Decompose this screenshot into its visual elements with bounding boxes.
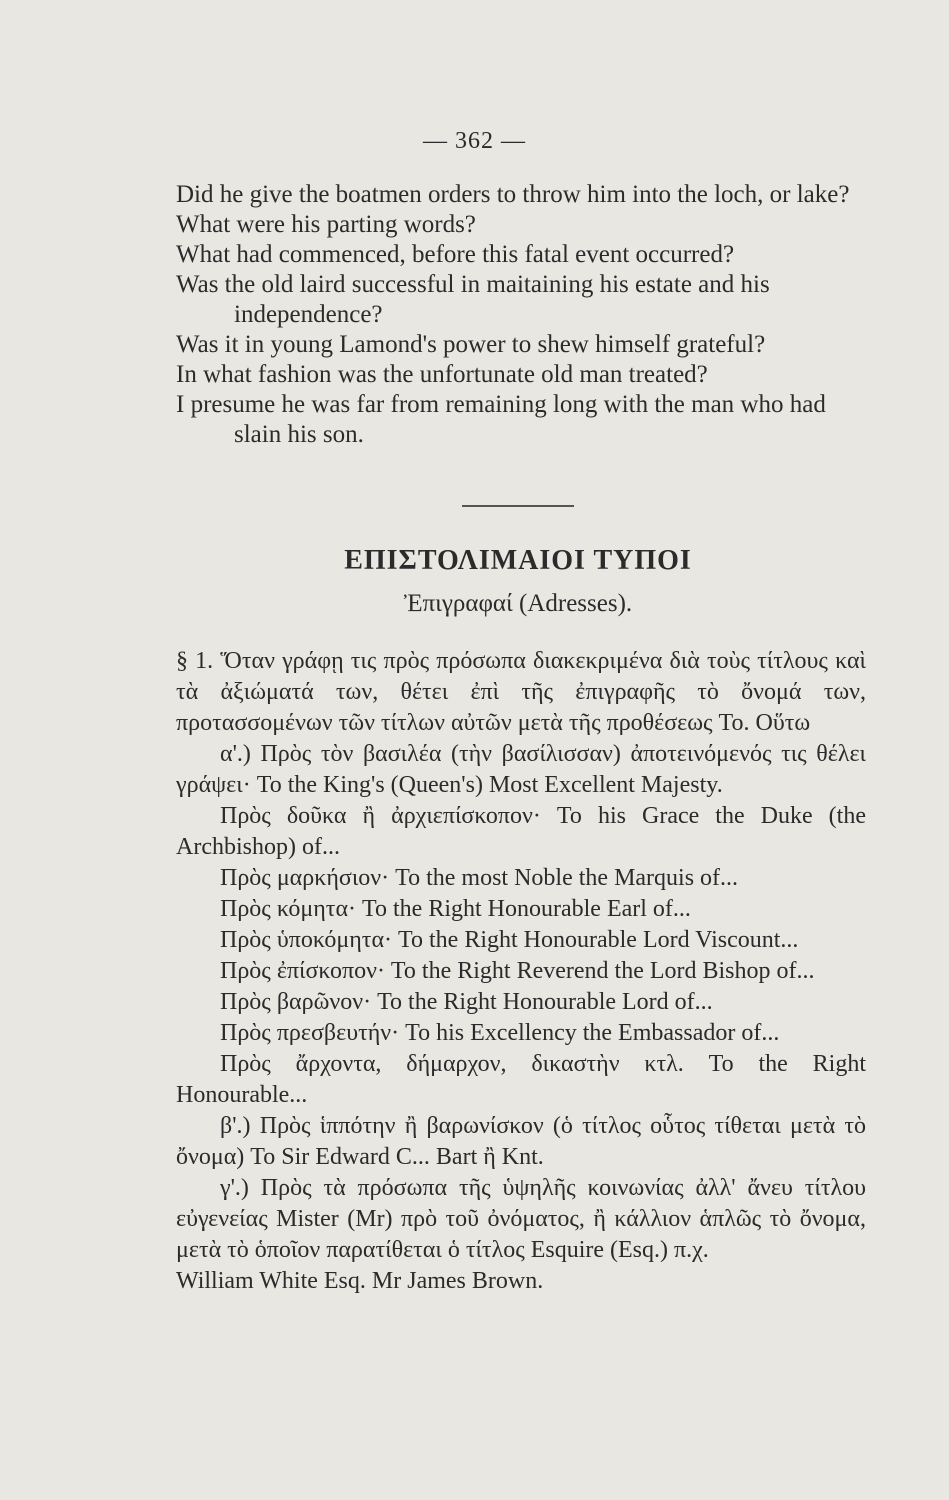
question-list [176,180,876,450]
question-item: What were his parting words? [176,211,476,238]
paragraph-bishop: Πρὸς ἐπίσκοπον· To the Right Reverend the Lord Bishop of... [220,958,815,984]
paragraph-baron: Πρὸς βαρῶνον· To the Right Honourable Lord of... [220,989,713,1015]
paragraph-ambassador: Πρὸς πρεσβευτήν· To his Excellency the Embassador of... [220,1020,780,1046]
address-forms-body [176,646,866,1297]
paragraph-duke: Πρὸς δοῦκα ἢ ἀρχιεπίσκοπον· To his Grace the Duke (the Archbishop) of... [176,803,866,860]
paragraph-mister: γ'.) Πρὸς τὰ πρόσωπα τῆς ὑψηλῆς κοινωνίας ἀλλ' ἄνευ τίτλου εὐγενείας Mister (Mr) πρὸ τοῦ ὀνόματος, ἢ κάλλιον ἁπλῶς τὸ ὄνομα, μετὰ τὸ ὁποῖον παρατίθεται ὁ τίτλος Esquire (Esq.) π.χ. [176,1175,866,1263]
paragraph-marquis: Πρὸς μαρκήσιον· To the most Noble the Marquis of... [220,865,739,891]
section-heading: ΕΠΙΣΤΟΛΙΜΑΙΟΙ ΤΥΠΟΙ [344,545,692,576]
section-subheading: Ἐπιγραφαί (Adresses). [403,590,633,617]
paragraph-magistrate: Πρὸς ἄρχοντα, δήμαρχον, δικαστὴν κτλ. To the Right Honourable... [176,1051,866,1108]
paragraph-earl: Πρὸς κόμητα· To the Right Honourable Earl of... [220,896,691,922]
paragraph-viscount: Πρὸς ὑποκόμητα· To the Right Honourable Lord Viscount... [220,927,799,953]
page-number: — 362 — [423,128,526,154]
question-item: Did he give the boatmen orders to throw him into the loch, or lake? [176,181,850,208]
question-item: I presume he was far from remaining long with the man who had slain his son. [176,391,826,448]
paragraph-king: α'.) Πρὸς τὸν βασιλέα (τὴν βασίλισσαν) ἀποτεινόμενός τις θέλει γράψει· To the King's (Queen's) Most Excellent Majesty. [176,741,866,798]
paragraph-knight: β'.) Πρὸς ἱππότην ἢ βαρωνίσκον (ὁ τίτλος οὗτος τίθεται μετὰ τὸ ὄνομα) To Sir Edward C... Bart ἢ Knt. [176,1113,866,1170]
paragraph-intro: § 1. Ὅταν γράφῃ τις πρὸς πρόσωπα διακεκριμένα διὰ τοὺς τίτλους καὶ τὰ ἀξιώματά των, θέτει ἐπὶ τῆς ἐπιγραφῆς τὸ ὄνομά των, προτασσομένων τῶν τίτλων αὐτῶν μετὰ τῆς προθέσεως To. Οὕτω [176,648,866,736]
question-item: In what fashion was the unfortunate old man treated? [176,361,708,388]
question-item: What had commenced, before this fatal event occurred? [176,241,735,268]
question-item: Was the old laird successful in maitaining his estate and his independence? [176,271,770,328]
example-names: William White Esq. Mr James Brown. [176,1268,544,1294]
question-item: Was it in young Lamond's power to shew himself grateful? [176,331,766,358]
section-divider [462,505,574,507]
